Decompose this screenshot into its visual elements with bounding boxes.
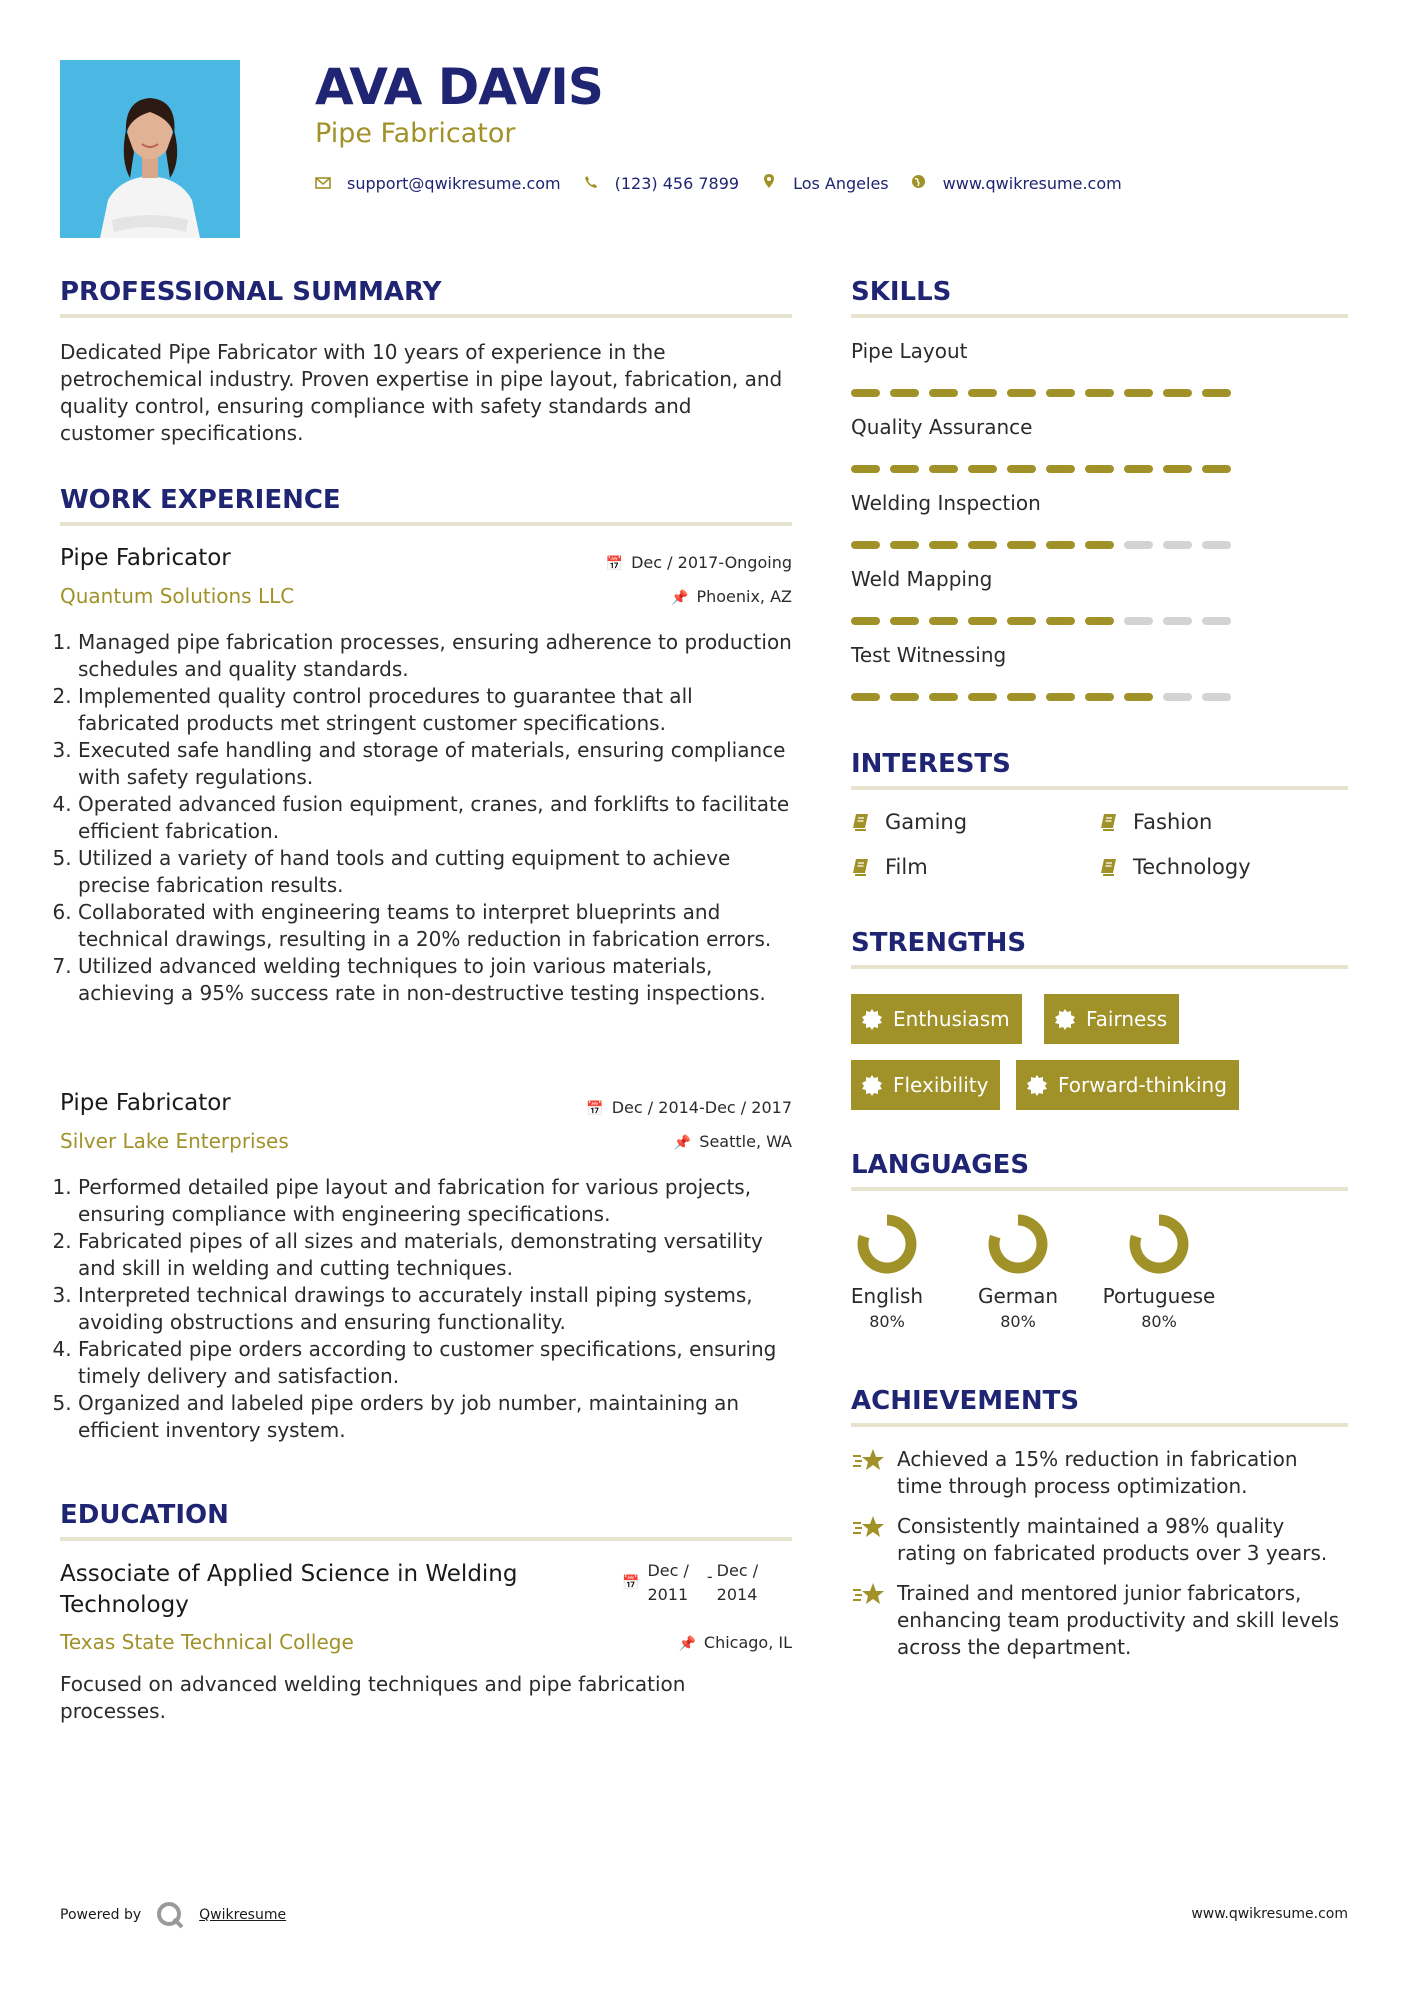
skill-item [851, 415, 1348, 491]
rating-dash-filled [1085, 465, 1114, 473]
education-description: Focused on advanced welding techniques and pipe fabrication processes. [60, 1672, 686, 1723]
badge-icon [861, 1008, 883, 1030]
language-percent: 80% [1000, 1312, 1036, 1331]
interest-label: Fashion [1133, 810, 1213, 834]
contact-phone[interactable]: (123) 456 7899 [614, 173, 740, 193]
star-icon [851, 1513, 887, 1543]
skills-divider [851, 314, 1348, 318]
strength-label: Flexibility [893, 1073, 989, 1097]
job-title: Pipe Fabricator [60, 545, 231, 571]
achievements-divider [851, 1423, 1348, 1427]
rating-dash-filled [851, 617, 880, 625]
rating-dash-filled [1085, 389, 1114, 397]
language-item [837, 1212, 937, 1331]
rating-dash-filled [890, 465, 919, 473]
badge-icon [861, 1074, 883, 1096]
education-divider [60, 1537, 792, 1541]
rating-dash-filled [968, 693, 997, 701]
calendar-icon: 📅 [586, 1101, 604, 1117]
achievement-text: Trained and mentored junior fabricators, enhancing team productivity and skill levels across the department. [897, 1581, 1340, 1659]
badge-icon [1026, 1074, 1048, 1096]
rating-dash-filled [929, 693, 958, 701]
date-separator: - [706, 1567, 713, 1586]
job-entry [60, 1090, 792, 1444]
contact-bar [315, 173, 1144, 193]
rating-dash-filled [1007, 617, 1036, 625]
pin-icon: 📌 [673, 1135, 692, 1151]
strength-label: Fairness [1086, 1007, 1168, 1031]
strength-tag [1016, 1060, 1239, 1110]
candidate-title: Pipe Fabricator [315, 118, 516, 149]
strengths-divider [851, 965, 1348, 969]
interest-item [1099, 855, 1251, 879]
language-gauge [855, 1212, 919, 1276]
languages-heading: LANGUAGES [851, 1150, 1030, 1180]
achievement-text: Consistently maintained a 98% quality rating on fabricated products over 3 years. [897, 1514, 1328, 1565]
rating-dash-filled [929, 617, 958, 625]
rating-dash-filled [851, 465, 880, 473]
education-heading: EDUCATION [60, 1500, 229, 1530]
rating-dash-filled [1124, 465, 1153, 473]
list-item: 5. Utilized a variety of hand tools and cutting equipment to achieve precise fabrication results. [78, 845, 792, 899]
language-gauge-arc [994, 1220, 1042, 1268]
star-icon [851, 1446, 887, 1476]
school-name: Texas State Technical College [60, 1630, 354, 1654]
rating-dash-filled [890, 389, 919, 397]
skill-name: Pipe Layout [851, 339, 968, 363]
job-company: Quantum Solutions LLC [60, 584, 295, 608]
strength-label: Forward-thinking [1058, 1073, 1227, 1097]
language-name: Portuguese [1102, 1284, 1216, 1308]
end-year: 2014 [716, 1585, 758, 1604]
envelope-icon [315, 174, 331, 193]
job-dates [606, 553, 792, 572]
achievement-item [851, 1446, 1348, 1500]
end-date [717, 1559, 758, 1607]
rating-dash-empty [1163, 617, 1192, 625]
language-name: English [850, 1284, 924, 1308]
education-dates [622, 1559, 758, 1607]
language-gauge [1127, 1212, 1191, 1276]
rating-dash-empty [1202, 617, 1231, 625]
rating-dash-filled [1085, 693, 1114, 701]
rating-dash-filled [929, 465, 958, 473]
brand-link[interactable]: Qwikresume [199, 1907, 287, 1923]
rating-dash-filled [1124, 389, 1153, 397]
education-location-text: Chicago, IL [703, 1633, 792, 1652]
rating-dash-filled [1046, 617, 1075, 625]
list-item: 4. Operated advanced fusion equipment, cranes, and forklifts to facilitate efficient fabrication. [78, 791, 792, 845]
rating-dash-filled [1007, 389, 1036, 397]
calendar-icon: 📅 [605, 556, 624, 572]
profile-photo [60, 60, 240, 238]
start-date [647, 1559, 688, 1607]
rating-dash-empty [1202, 541, 1231, 549]
rating-dash-filled [851, 541, 880, 549]
rating-dash-filled [1202, 389, 1231, 397]
rating-dash-filled [890, 617, 919, 625]
skill-item [851, 567, 1348, 643]
skill-rating [851, 465, 1348, 473]
language-name: German [977, 1284, 1059, 1308]
footer-powered [60, 1900, 286, 1930]
end-month: Dec / [716, 1561, 759, 1580]
skill-item [851, 491, 1348, 567]
education-location [678, 1633, 792, 1652]
skill-rating [851, 541, 1348, 549]
achievements-heading: ACHIEVEMENTS [851, 1386, 1080, 1416]
list-item: 4. Fabricated pipe orders according to customer specifications, ensuring timely delivery and satisfaction. [78, 1336, 792, 1390]
rating-dash-empty [1202, 693, 1231, 701]
interests-heading: INTERESTS [851, 749, 1011, 779]
interest-item [851, 810, 967, 834]
interest-item [851, 855, 928, 879]
job-title: Pipe Fabricator [60, 1090, 231, 1116]
interest-label: Film [885, 855, 928, 879]
list-item: 3. Executed safe handling and storage of materials, ensuring compliance with safety regulations. [78, 737, 792, 791]
book-icon [851, 812, 871, 832]
language-percent: 80% [1141, 1312, 1177, 1331]
skill-rating [851, 693, 1348, 701]
language-percent: 80% [869, 1312, 905, 1331]
contact-location: Los Angeles [793, 173, 889, 193]
list-item: 5. Organized and labeled pipe orders by job number, maintaining an efficient inventory system. [78, 1390, 792, 1444]
list-item: 7. Utilized advanced welding techniques to join various materials, achieving a 95% success rate in non-destructive testing inspections. [78, 953, 792, 1007]
skill-name: Weld Mapping [851, 567, 993, 591]
language-item [1099, 1212, 1219, 1331]
book-icon [1099, 857, 1119, 877]
skill-item [851, 339, 1348, 415]
strength-tag [851, 994, 1022, 1044]
job-location [671, 587, 792, 606]
rating-dash-filled [968, 541, 997, 549]
badge-icon [1054, 1008, 1076, 1030]
interest-item [1099, 810, 1212, 834]
job-location [674, 1132, 792, 1151]
rating-dash-filled [1046, 541, 1075, 549]
strength-label: Enthusiasm [893, 1007, 1010, 1031]
rating-dash-filled [1007, 693, 1036, 701]
skill-name: Quality Assurance [851, 415, 1033, 439]
list-item: 1. Performed detailed pipe layout and fabrication for various projects, ensuring compliance with engineering specifications. [78, 1174, 792, 1228]
job-bullets [60, 629, 792, 1007]
rating-dash-filled [1046, 465, 1075, 473]
pin-icon: 📌 [671, 590, 689, 606]
star-icon [851, 1580, 887, 1610]
languages-divider [851, 1187, 1348, 1191]
interests-divider [851, 786, 1348, 790]
achievement-item [851, 1513, 1348, 1567]
rating-dash-filled [968, 465, 997, 473]
skill-item [851, 643, 1348, 719]
rating-dash-filled [890, 693, 919, 701]
rating-dash-filled [1163, 389, 1192, 397]
contact-website[interactable]: www.qwikresume.com [942, 173, 1122, 193]
rating-dash-filled [1007, 541, 1036, 549]
phone-icon [583, 174, 599, 193]
start-year: 2011 [647, 1585, 689, 1604]
start-month: Dec / [647, 1561, 689, 1580]
rating-dash-filled [851, 693, 880, 701]
rating-dash-empty [1163, 541, 1192, 549]
list-item: 6. Collaborated with engineering teams to interpret blueprints and technical drawings, resulting in a 20% reduction in fabrication errors. [78, 899, 792, 953]
rating-dash-filled [890, 541, 919, 549]
map-pin-icon [761, 173, 777, 193]
strength-tag [1044, 994, 1179, 1044]
language-item [968, 1212, 1068, 1331]
rating-dash-filled [1007, 465, 1036, 473]
strength-tag [851, 1060, 1000, 1110]
skill-rating [851, 617, 1348, 625]
globe-icon [911, 174, 927, 193]
rating-dash-filled [968, 617, 997, 625]
language-gauge-arc [1135, 1220, 1183, 1268]
job-location-text: Phoenix, AZ [696, 587, 792, 606]
language-gauge [986, 1212, 1050, 1276]
rating-dash-filled [1202, 465, 1231, 473]
list-item: 2. Implemented quality control procedures to guarantee that all fabricated products met stringent customer specifications. [78, 683, 792, 737]
language-gauge-arc [863, 1220, 911, 1268]
job-dates [586, 1098, 792, 1117]
job-location-text: Seattle, WA [699, 1132, 792, 1151]
qwikresume-logo-icon [155, 1900, 185, 1930]
interest-label: Technology [1133, 855, 1251, 879]
summary-heading: PROFESSIONAL SUMMARY [60, 277, 442, 307]
skills-heading: SKILLS [851, 277, 952, 307]
book-icon [1099, 812, 1119, 832]
summary-divider [60, 314, 792, 318]
interest-label: Gaming [885, 810, 968, 834]
job-company: Silver Lake Enterprises [60, 1129, 289, 1153]
calendar-icon: 📅 [622, 1575, 640, 1591]
rating-dash-filled [1046, 389, 1075, 397]
experience-divider [60, 522, 792, 526]
experience-heading: WORK EXPERIENCE [60, 485, 341, 515]
skills-list [851, 339, 1348, 719]
strengths-heading: STRENGTHS [851, 928, 1027, 958]
achievement-item [851, 1580, 1348, 1661]
rating-dash-filled [1085, 617, 1114, 625]
rating-dash-filled [929, 541, 958, 549]
rating-dash-filled [1163, 465, 1192, 473]
book-icon [851, 857, 871, 877]
job-dates-text: Dec / 2017-Ongoing [631, 553, 792, 572]
rating-dash-filled [929, 389, 958, 397]
footer-site[interactable]: www.qwikresume.com [1191, 1906, 1348, 1922]
rating-dash-filled [1046, 693, 1075, 701]
contact-email[interactable]: support@qwikresume.com [347, 173, 561, 193]
rating-dash-empty [1163, 693, 1192, 701]
summary-text: Dedicated Pipe Fabricator with 10 years of experience in the petrochemical industry. Proven expertise in pipe layout, fabrication, and quality control, ensuring compliance with safety standards and customer specifications. [60, 340, 783, 445]
job-dates-text: Dec / 2014-Dec / 2017 [611, 1098, 792, 1117]
rating-dash-empty [1124, 541, 1153, 549]
rating-dash-filled [968, 389, 997, 397]
skill-name: Test Witnessing [851, 643, 1007, 667]
job-bullets [60, 1174, 792, 1444]
pin-icon: 📌 [678, 1636, 696, 1652]
education-entry [60, 1559, 792, 1725]
skill-name: Welding Inspection [851, 491, 1041, 515]
rating-dash-filled [1124, 693, 1153, 701]
rating-dash-filled [851, 389, 880, 397]
job-entry [60, 545, 792, 1007]
rating-dash-empty [1124, 617, 1153, 625]
skill-rating [851, 389, 1348, 397]
powered-by-label: Powered by [60, 1907, 142, 1923]
degree-title: Associate of Applied Science in Welding Technology [60, 1561, 518, 1618]
list-item: 3. Interpreted technical drawings to accurately install piping systems, avoiding obstructions and ensuring functionality. [78, 1282, 792, 1336]
list-item: 1. Managed pipe fabrication processes, ensuring adherence to production schedules and quality standards. [78, 629, 792, 683]
rating-dash-filled [1085, 541, 1114, 549]
candidate-name: AVA DAVIS [315, 58, 603, 116]
achievement-text: Achieved a 15% reduction in fabrication time through process optimization. [897, 1447, 1298, 1498]
list-item: 2. Fabricated pipes of all sizes and materials, demonstrating versatility and skill in welding and cutting techniques. [78, 1228, 792, 1282]
